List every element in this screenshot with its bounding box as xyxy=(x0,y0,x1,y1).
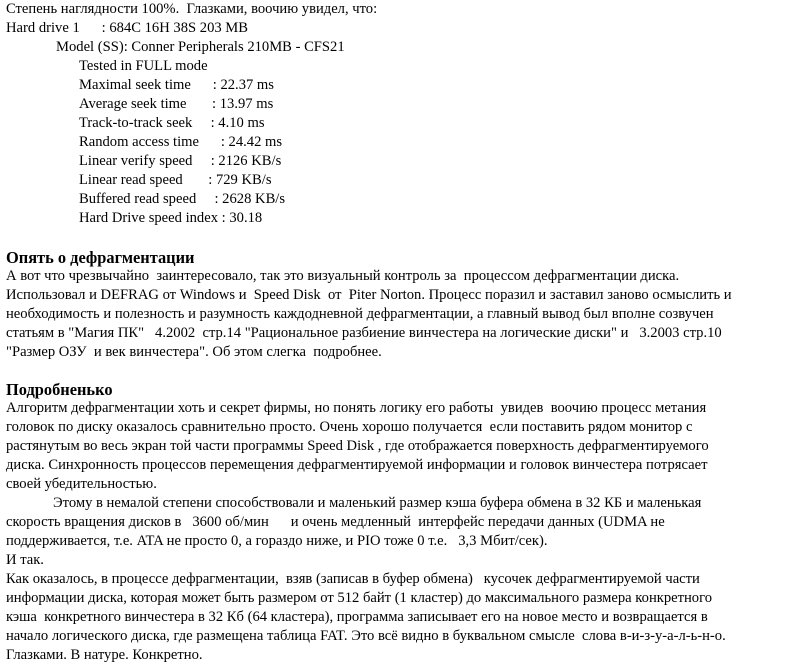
spec-label: Track-to-track seek xyxy=(79,115,211,131)
section-details-paragraph-2 xyxy=(6,494,806,665)
spec-value: : 2628 KB/s xyxy=(214,191,286,207)
paragraph-line: диска. Синхронность процессов перемещения дефрагментируемой информации и головок винчестера потрясает xyxy=(6,457,708,473)
spec-label: Average seek time xyxy=(79,96,213,112)
paragraph-line: растянутым во весь экран той части программы Speed Disk , где отображается поверхность дефрагментируемого xyxy=(6,438,709,454)
spec-label: Linear verify speed xyxy=(79,153,211,169)
paragraph-line: Этому в немалой степени способствовали и маленький размер кэша буфера обмена в 32 КБ и маленькая xyxy=(53,495,702,511)
spec-value: : 2126 KB/s xyxy=(210,153,282,169)
section-heading-details: Подробненько xyxy=(6,380,113,399)
spec-row xyxy=(6,171,806,190)
paragraph-line: Глазками. В натуре. Конкретно. xyxy=(6,647,203,663)
spec-label: Linear read speed xyxy=(79,172,209,188)
spec-label: Hard Drive speed index xyxy=(79,210,222,226)
spec-row xyxy=(6,114,806,133)
paragraph-line: поддерживается, т.е. ATA не просто 0, а гораздо ниже, и PIO тоже 0 т.е. 3,3 Мбит/сек). xyxy=(6,533,548,549)
hard-drive-geometry: : 684C 16H 38S 203 MB xyxy=(101,20,249,36)
spec-label: Random access time xyxy=(79,134,221,150)
section-heading-defrag: Опять о дефрагментации xyxy=(6,248,195,267)
spec-row xyxy=(6,152,806,171)
test-mode-line: Tested in FULL mode xyxy=(79,58,208,74)
section-defrag-paragraph xyxy=(6,267,806,362)
spec-list xyxy=(6,76,806,228)
paragraph-line: Алгоритм дефрагментации хоть и секрет фирмы, но понять логику его работы увидев воочию процесс метания xyxy=(6,400,707,416)
intro-line: Степень наглядности 100%. Глазками, воочию увидел, что: xyxy=(6,1,378,17)
drive-model-line: Model (SS): Conner Peripherals 210MB - CFS21 xyxy=(56,39,345,55)
paragraph-line: Использовал и DEFRAG от Windows и Speed Disk от Piter Norton. Процесс поразил и заставил заново осмыслить и xyxy=(6,287,732,303)
spec-value: : 729 KB/s xyxy=(208,172,272,188)
paragraph-line: начало логического диска, где размещена таблица FAT. Это всё видно в буквальном смысле слова в-и-з-у-а-л-ь-н-о. xyxy=(6,628,726,644)
paragraph-line: А вот что чрезвычайно заинтересовало, так это визуальный контроль за процессом дефрагментации диска. xyxy=(6,268,680,284)
spec-label: Buffered read speed xyxy=(79,191,215,207)
paragraph-line: информации диска, которая может быть размером от 512 байт (1 кластер) до максимального размера конкретного xyxy=(6,590,713,606)
spec-value: : 13.97 ms xyxy=(212,96,274,112)
paragraph-line: своей убедительностью. xyxy=(6,476,157,492)
paragraph-line: И так. xyxy=(6,552,44,568)
spec-row xyxy=(6,76,806,95)
hard-drive-line xyxy=(6,19,806,38)
document-page xyxy=(6,0,806,665)
section-details-paragraph-1 xyxy=(6,399,806,494)
spec-value: : 4.10 ms xyxy=(210,115,265,131)
spec-value: : 22.37 ms xyxy=(212,77,274,93)
paragraph-line: Как оказалось, в процессе дефрагментации, взяв (записав в буфер обмена) кусочек дефрагментируемой части xyxy=(6,571,700,587)
hard-drive-label: Hard drive 1 xyxy=(6,20,102,36)
paragraph-line: статьям в "Магия ПК" 4.2002 стр.14 "Рациональное разбиение винчестера на логические диски" и 3.2003 стр.10 xyxy=(6,325,722,341)
spec-row xyxy=(6,209,806,228)
paragraph-line: скорость вращения дисков в 3600 об/мин и очень медленный интерфейс передачи данных (UDMA не xyxy=(6,514,665,530)
spec-row xyxy=(6,133,806,152)
paragraph-line: кэша конкретного винчестера в 32 Кб (64 кластера), программа записывает его на новое место и возвращается в xyxy=(6,609,708,625)
paragraph-line: "Размер ОЗУ и век винчестера". Об этом слегка подробнее. xyxy=(6,344,382,360)
spec-row xyxy=(6,95,806,114)
paragraph-line: необходимость и полезность и разумность каждодневной дефрагментации, а главный вывод был вполне созвучен xyxy=(6,306,714,322)
spec-value: : 24.42 ms xyxy=(220,134,283,150)
paragraph-line: головок по диску оказалось сравнительно просто. Очень хорошо получается если поставить рядом монитор с xyxy=(6,419,693,435)
spec-label: Maximal seek time xyxy=(79,77,213,93)
spec-row xyxy=(6,190,806,209)
spec-value: : 30.18 xyxy=(221,210,263,226)
